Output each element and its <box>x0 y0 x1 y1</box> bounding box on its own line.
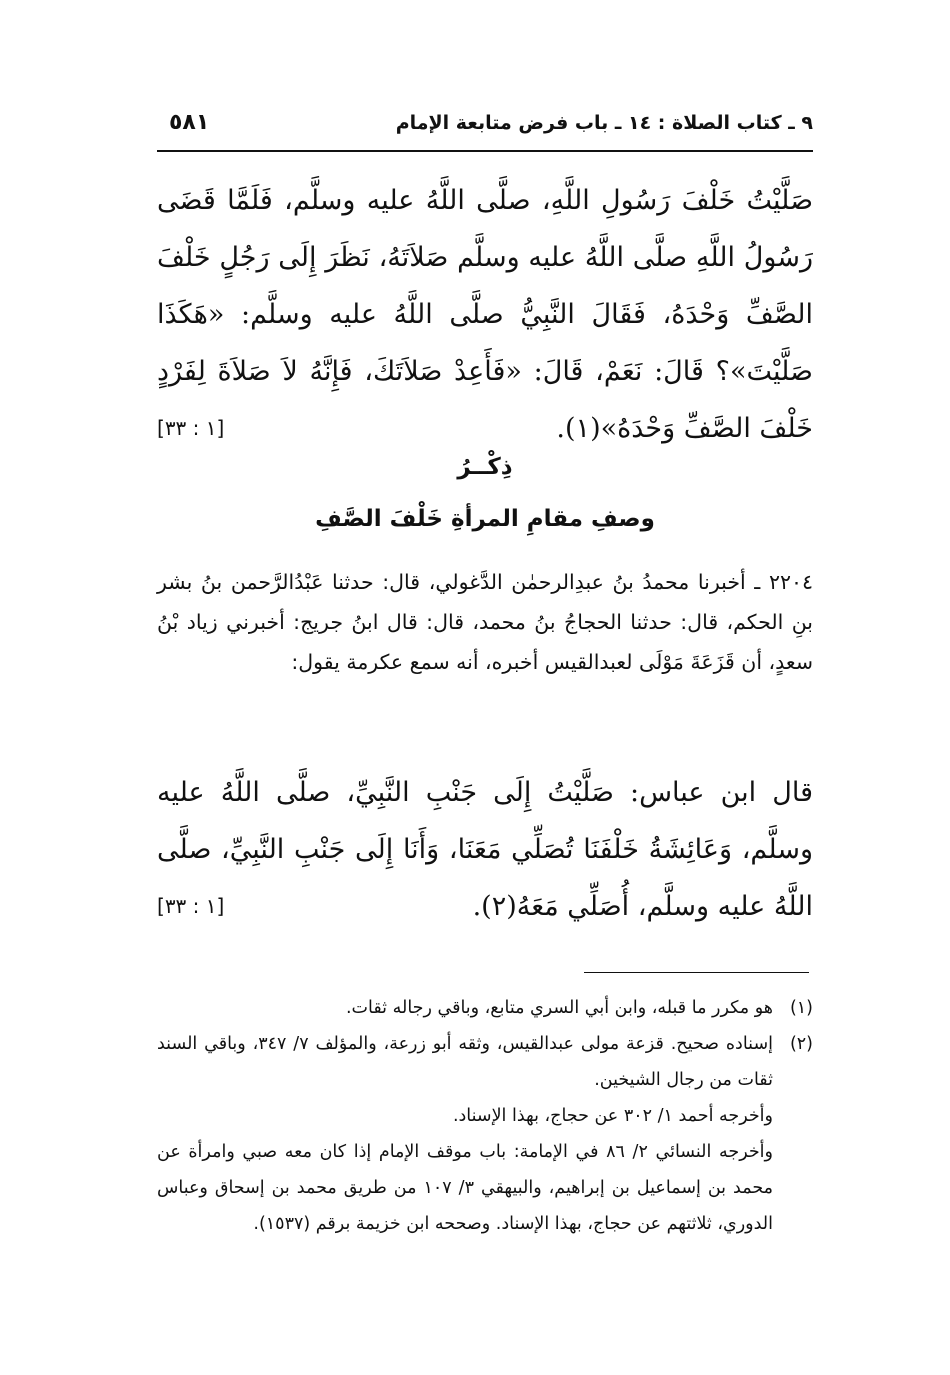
footnote-2-text: إسناده صحيح. قزعة مولى عبدالقيس، وثقه أبو زرعة، والمؤلف ٧/ ٣٤٧، وباقي السند ثقات من رجال الشيخين. <box>157 1034 773 1090</box>
page-header <box>157 108 813 152</box>
footnote-1 <box>157 990 813 1026</box>
footnote-1-text: هو مكرر ما قبله، وابن أبي السري متابع، وباقي رجاله ثقات. <box>345 998 773 1018</box>
footnote-1-number: (١) <box>789 998 813 1018</box>
footnote-2-number: (٢) <box>789 1034 813 1054</box>
reference-2: [١ : ٣٣] <box>157 894 225 918</box>
hadith-text-1 <box>157 172 813 457</box>
hadith-text-1-body: صَلَّيْتُ خَلْفَ رَسُولِ اللَّهِ، صلَّى اللَّهُ عليه وسلَّم، فَلَمَّا قَضَى رَسُولُ اللَّهِ صلَّى اللَّهُ عليه وسلَّم صَلاَتَهُ، نَظَرَ إِلَى رَجُلٍ خَلْفَ الصَّفِّ وَحْدَهُ، فَقَالَ النَّبِيُّ صلَّى اللَّهُ عليه وسلَّم: «هَكَذَا صَلَّيْتَ»؟ قَالَ: نَعَمْ، قَالَ: «فَأَعِدْ صَلاَتَكَ، فَإِنَّهُ لاَ صَلاَةَ لِفَرْدٍ خَلْفَ الصَّفِّ وَحْدَهُ»(١). <box>157 185 813 444</box>
page-number: ٥٨١ <box>169 110 210 135</box>
footnote-separator <box>584 972 809 973</box>
running-head: ٩ ـ كتاب الصلاة : ١٤ ـ باب فرض متابعة الإمام <box>395 112 813 134</box>
section-heading: ذِكْــرُ <box>457 454 513 480</box>
footnotes <box>157 990 813 1242</box>
reference-1: [١ : ٣٣] <box>157 416 225 440</box>
footnote-2-continuation-2: وأخرجه النسائي ٢/ ٨٦ في الإمامة: باب موقف الإمام إذا كان معه صبي وامرأة عن محمد بن إسماعيل بن إبراهيم، والبيهقي ٣/ ١٠٧ من طريق محمد بن إسحاق وعباس الدوري، ثلاثتهم عن حجاج، بهذا الإسناد. وصححه ابن خزيمة برقم (١٥٣٧). <box>157 1142 773 1234</box>
hadith-text-2 <box>157 764 813 935</box>
isnad-text: ٢٢٠٤ ـ أخبرنا محمدُ بنُ عبدِالرحمٰن الدَّغولي، قال: حدثنا عَبْدُالرَّحمن بنُ بشر بنِ الحكم، قال: حدثنا الحجاجُ بنُ محمد، قال: قال ابنُ جريج: أخبرني زياد بْنُ سعدٍ، أن قَزَعَةَ مَوْلَى لعبدالقيس أخبره، أنه سمع عكرمة يقول: <box>157 570 813 674</box>
footnote-2-continuation-1: وأخرجه أحمد ١/ ٣٠٢ عن حجاج، بهذا الإسناد. <box>452 1106 773 1126</box>
hadith-text-2-body: قال ابن عباس: صَلَّيْتُ إِلَى جَنْبِ النَّبِيِّ، صلَّى اللَّهُ عليه وسلَّم، وَعَائِشَةُ خَلْفَنَا تُصَلِّي مَعَنَا، وَأَنَا إِلَى جَنْبِ النَّبِيِّ، صلَّى اللَّهُ عليه وسلَّم، أُصَلِّي مَعَهُ(٢). <box>157 777 813 922</box>
section-subheading: وصفِ مقامِ المرأةِ خَلْفَ الصَّفِ <box>315 506 655 532</box>
footnote-2 <box>157 1026 813 1098</box>
